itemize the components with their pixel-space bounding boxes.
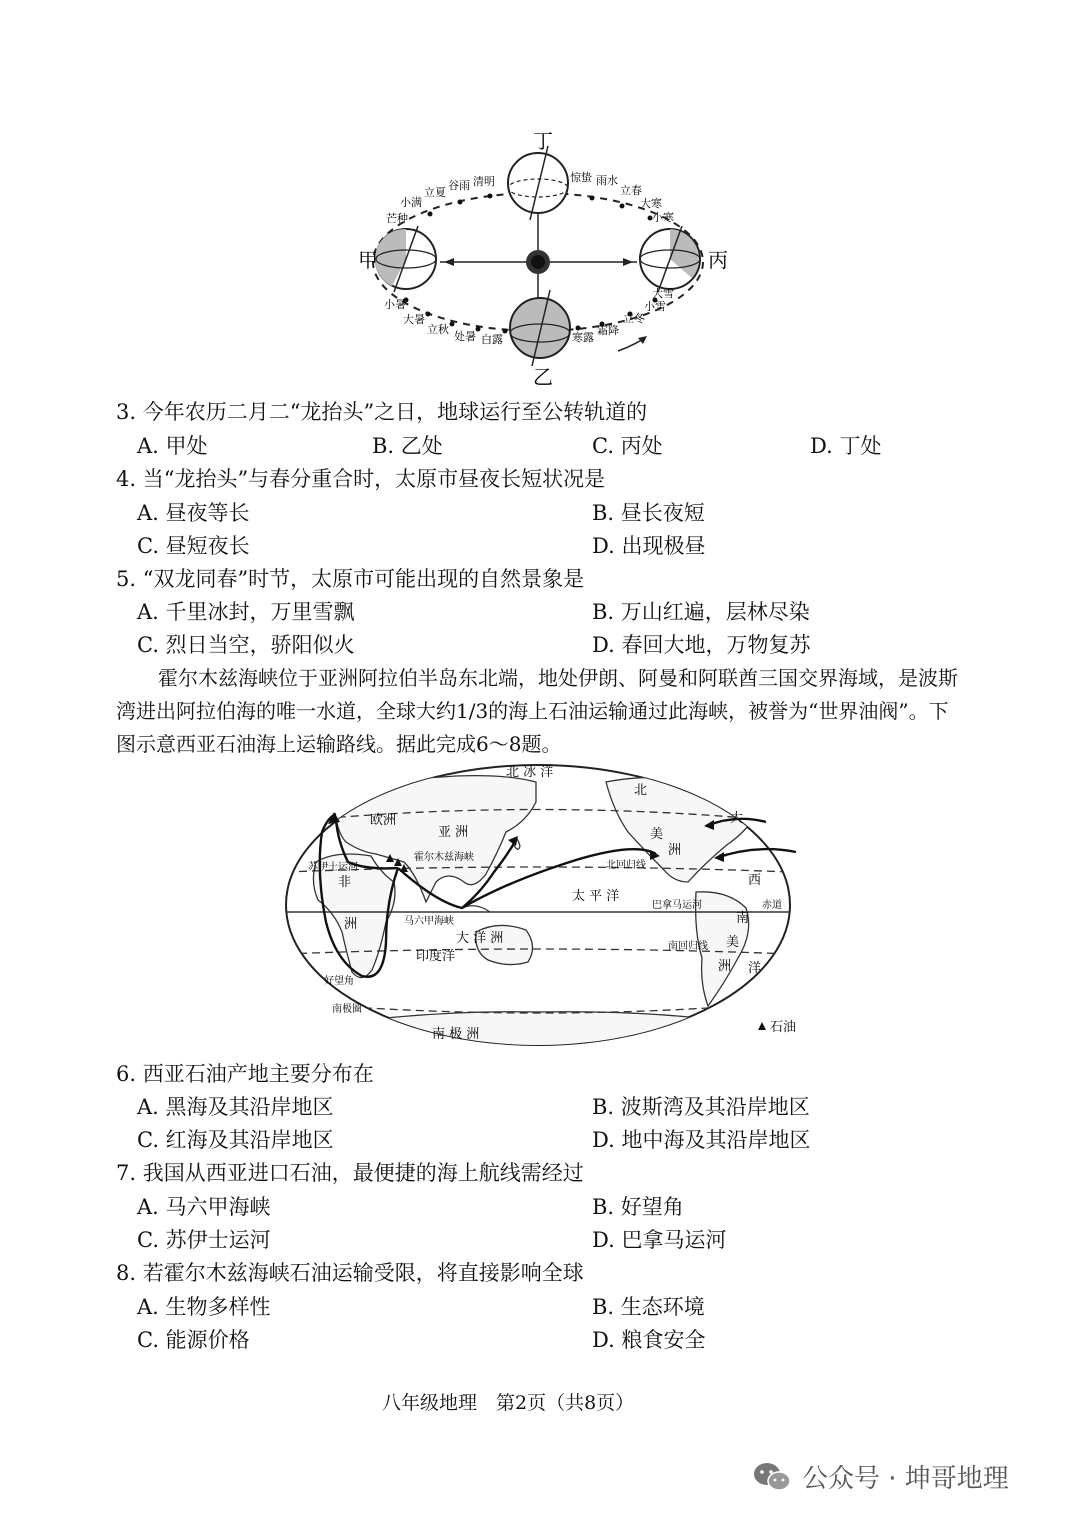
label-equator: 赤道: [762, 900, 782, 911]
question-4-stem: 4. 当“龙抬头”与春分重合时，太原市昼夜长短状况是: [116, 467, 606, 491]
term-dahan: 大寒: [640, 197, 662, 210]
question-6-option-d[interactable]: D. 地中海及其沿岸地区: [592, 1128, 811, 1152]
question-3-option-d[interactable]: D. 丁处: [810, 434, 882, 458]
question-7-option-b[interactable]: B. 好望角: [592, 1195, 684, 1219]
question-3-option-b[interactable]: B. 乙处: [372, 434, 443, 458]
wechat-icon: [752, 1461, 792, 1493]
question-8-option-d[interactable]: D. 粮食安全: [592, 1328, 706, 1352]
label-tropic-capricorn: 南回归线: [668, 941, 708, 952]
term-chushu: 处暑: [454, 330, 476, 343]
term-lixia: 立夏: [424, 186, 446, 199]
term-qingming: 清明: [473, 175, 495, 188]
label-hormuz-strait: 霍尔木兹海峡: [414, 852, 474, 863]
term-hanlu: 寒露: [572, 331, 594, 344]
label-north-america-3: 洲: [668, 843, 682, 858]
label-arctic-ocean: 北 冰 洋: [506, 765, 554, 780]
legend-oil-label: 石油: [770, 1020, 797, 1035]
question-5-option-b[interactable]: B. 万山红遍，层林尽染: [592, 600, 810, 624]
label-panama-canal: 巴拿马运河: [652, 900, 702, 911]
position-jia-label: 甲: [358, 248, 378, 272]
label-africa-2: 洲: [344, 917, 358, 932]
oil-legend-icon: [758, 1022, 766, 1030]
term-guyu: 谷雨: [448, 179, 470, 192]
label-north-america-2: 美: [650, 827, 664, 842]
oil-route-map: [276, 762, 826, 1054]
globe-ding-icon: [508, 146, 568, 220]
term-xiaoxue: 小雪: [644, 300, 666, 313]
term-lichun: 立春: [620, 184, 642, 197]
term-dashu: 大暑: [403, 313, 425, 326]
term-daxue: 大雪: [652, 287, 674, 300]
term-xiaoman: 小满: [400, 196, 422, 209]
label-cape-good-hope: 好望角: [324, 976, 354, 987]
label-oceania: 大 洋 洲: [456, 931, 504, 946]
question-4-option-a[interactable]: A. 昼夜等长: [137, 501, 250, 525]
question-5-option-d[interactable]: D. 春回大地，万物复苏: [592, 633, 811, 657]
position-bing-label: 丙: [708, 248, 728, 272]
passage-text: 霍尔木兹海峡位于亚洲阿拉伯半岛东北端，地处伊朗、阿曼和阿联酋三国交界海域，是波斯湾进出阿拉伯海的唯一水道，全球大约1/3的海上石油运输通过此海峡，被誉为“世界油阀”。下图示意西亚石油海上运输路线。据此完成6～8题。: [116, 666, 958, 756]
label-tropic-cancer: 北回归线: [606, 860, 646, 871]
position-ding-label: 丁: [533, 129, 553, 153]
label-atlantic-3: 洋: [748, 961, 762, 976]
question-3-option-c[interactable]: C. 丙处: [592, 434, 663, 458]
term-yushui: 雨水: [596, 174, 618, 187]
term-xiaohan: 小寒: [652, 211, 674, 224]
question-7-option-c[interactable]: C. 苏伊士运河: [137, 1228, 271, 1252]
question-8-option-b[interactable]: B. 生态环境: [592, 1295, 705, 1319]
question-8-stem: 8. 若霍尔木兹海峡石油运输受限，将直接影响全球: [116, 1261, 584, 1285]
earth-orbit-figure: [340, 128, 740, 390]
label-antarctica: 南 极 洲: [432, 1027, 480, 1042]
label-indian-ocean: 印度洋: [416, 949, 456, 964]
label-asia: 亚 洲: [438, 825, 469, 840]
term-bailu: 白露: [481, 333, 503, 346]
watermark: [752, 1458, 1009, 1495]
label-pacific-ocean: 太 平 洋: [572, 889, 620, 904]
question-8-option-c[interactable]: C. 能源价格: [137, 1328, 250, 1352]
term-shuangjiang: 霜降: [597, 324, 619, 337]
label-south-america-1: 南: [736, 911, 750, 926]
question-6-stem: 6. 西亚石油产地主要分布在: [116, 1062, 374, 1086]
question-7-option-a[interactable]: A. 马六甲海峡: [137, 1195, 271, 1219]
globe-bing-icon: [640, 226, 700, 292]
question-5-stem: 5. “双龙同春”时节，太原市可能出现的自然景象是: [116, 567, 585, 591]
question-6-option-a[interactable]: A. 黑海及其沿岸地区: [137, 1095, 334, 1119]
question-4-option-d[interactable]: D. 出现极昼: [592, 534, 706, 558]
question-3-stem: 3. 今年农历二月二“龙抬头”之日，地球运行至公转轨道的: [116, 400, 648, 424]
question-4-option-c[interactable]: C. 昼短夜长: [137, 534, 250, 558]
question-4-option-b[interactable]: B. 昼长夜短: [592, 501, 705, 525]
question-7-stem: 7. 我国从西亚进口石油，最便捷的海上航线需经过: [116, 1161, 584, 1185]
watermark-text: 公众号 · 坤哥地理: [802, 1464, 1009, 1494]
label-south-america-3: 洲: [718, 959, 732, 974]
question-5-option-c[interactable]: C. 烈日当空，骄阳似火: [137, 633, 355, 657]
term-lidong: 立冬: [623, 312, 645, 325]
term-liqiu: 立秋: [427, 323, 449, 336]
label-europe: 欧洲: [370, 813, 397, 828]
label-africa-1: 非: [338, 875, 352, 890]
label-antarctic-circle: 南极圈: [332, 1004, 362, 1015]
question-5-option-a[interactable]: A. 千里冰封，万里雪飘: [137, 600, 355, 624]
question-7-option-d[interactable]: D. 巴拿马运河: [592, 1228, 727, 1252]
page-footer: 八年级地理 第2页（共8页）: [382, 1392, 635, 1414]
question-3-option-a[interactable]: A. 甲处: [137, 434, 208, 458]
label-malacca-strait: 马六甲海峡: [404, 916, 454, 927]
label-atlantic-1: 大: [730, 811, 744, 826]
label-north-america-1: 北: [634, 783, 648, 798]
question-8-option-a[interactable]: A. 生物多样性: [137, 1295, 271, 1319]
label-suez-canal: 苏伊士运河: [308, 862, 358, 873]
question-6-option-c[interactable]: C. 红海及其沿岸地区: [137, 1128, 334, 1152]
position-yi-label: 乙: [533, 365, 553, 389]
question-6-option-b[interactable]: B. 波斯湾及其沿岸地区: [592, 1095, 810, 1119]
globe-yi-icon: [510, 290, 570, 366]
term-mangzhong: 芒种: [386, 212, 408, 225]
label-atlantic-2: 西: [748, 873, 762, 888]
globe-jia-icon: [375, 226, 436, 292]
term-xiaoshu: 小暑: [384, 298, 406, 311]
map-legend: [758, 1019, 796, 1035]
term-jingzhe: 惊蛰: [570, 171, 592, 184]
label-south-america-2: 美: [726, 935, 740, 950]
